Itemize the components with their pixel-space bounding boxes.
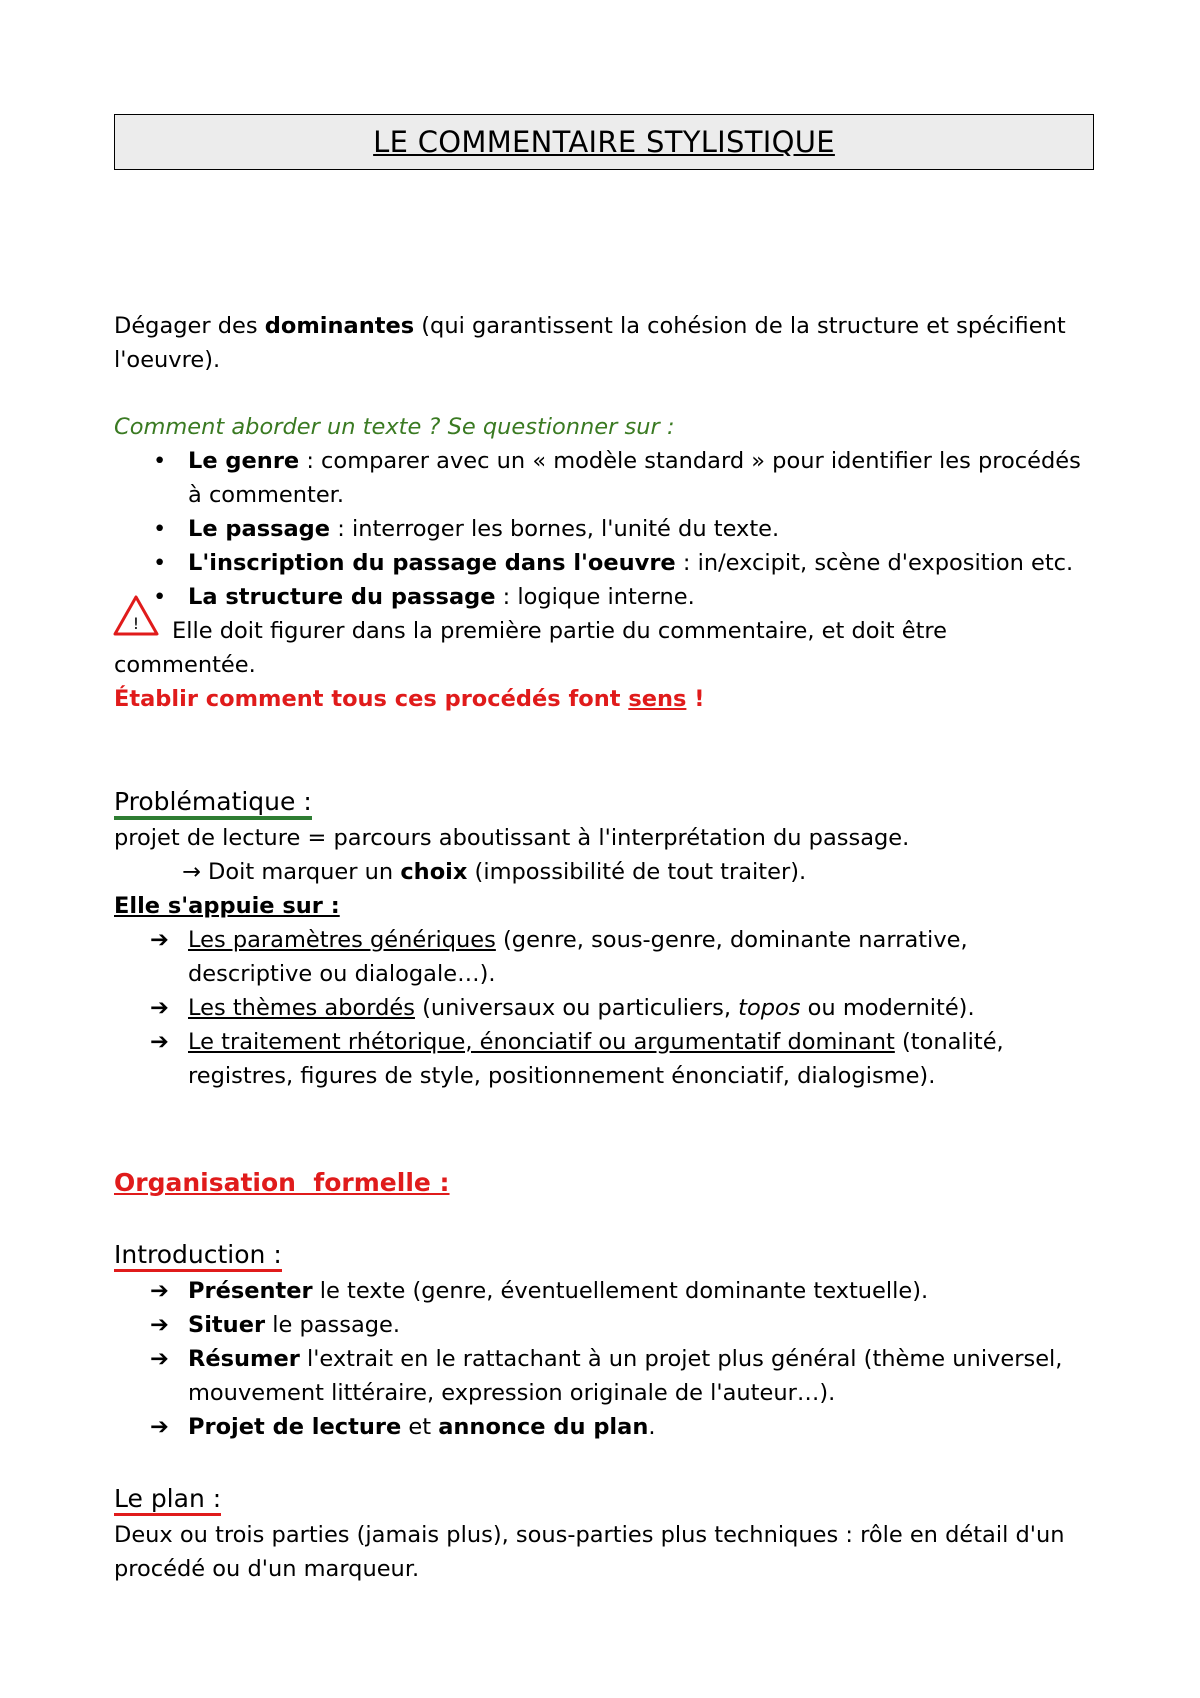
line2-pre: → Doit marquer un	[182, 859, 401, 885]
item-text: l'extrait en le rattachant à un projet plus général (thème universel,	[299, 1346, 1063, 1372]
item-text: (tonalité,	[894, 1029, 1004, 1055]
intro-item-4	[188, 1412, 656, 1442]
intro-item-2	[188, 1310, 400, 1340]
question-item-genre	[188, 446, 1081, 476]
problematique-subheading: Elle s'appuie sur :	[114, 893, 340, 919]
item-text-post: ou modernité).	[800, 995, 975, 1021]
arrow-icon: ➔	[150, 1414, 169, 1440]
line2-post: (impossibilité de tout traiter).	[467, 859, 807, 885]
conclusion-underlined: sens	[628, 686, 687, 712]
item-bold: Le genre	[188, 448, 300, 474]
item-text: : logique interne.	[495, 584, 695, 610]
arrow-icon: ➔	[150, 1029, 169, 1055]
problematique-heading-wrap	[114, 787, 312, 820]
arrow-icon: ➔	[150, 1312, 169, 1338]
organisation-heading: Organisation formelle :	[114, 1168, 450, 1197]
plan-line-2: procédé ou d'un marqueur.	[114, 1556, 420, 1582]
item-bold: Résumer	[188, 1346, 300, 1372]
warning-line-1: Elle doit figurer dans la première partie du commentaire, et doit être	[172, 618, 948, 644]
warning-icon	[112, 594, 160, 638]
intro-item-3-cont: mouvement littéraire, expression originale de l'auteur…).	[188, 1380, 836, 1406]
bullet: •	[153, 584, 167, 610]
item-italic: topos	[738, 995, 801, 1021]
item-text: : comparer avec un « modèle standard » pour identifier les procédés	[299, 448, 1081, 474]
question-item-inscription	[188, 548, 1073, 578]
arrow-icon: ➔	[150, 995, 169, 1021]
appui-item-1	[188, 925, 968, 955]
intro-post: (qui garantissent la cohésion de la structure et spécifient	[414, 313, 1066, 339]
item-bold-2: annonce du plan	[438, 1414, 649, 1440]
introduction-heading: Introduction :	[114, 1241, 282, 1272]
appui-item-3-cont: registres, figures de style, positionnement énonciatif, dialogisme).	[188, 1063, 936, 1089]
problematique-heading: Problématique :	[114, 788, 312, 820]
plan-line-1: Deux ou trois parties (jamais plus), sous-parties plus techniques : rôle en détail d'un	[114, 1522, 1065, 1548]
appui-item-3	[188, 1027, 1004, 1057]
question-item-genre-cont: à commenter.	[188, 482, 345, 508]
appui-item-1-cont: descriptive ou dialogale…).	[188, 961, 496, 987]
appui-item-2	[188, 993, 975, 1023]
item-text: : in/excipit, scène d'exposition etc.	[675, 550, 1074, 576]
item-bold: Projet de lecture	[188, 1414, 402, 1440]
bullet: •	[153, 550, 167, 576]
intro-line-1	[114, 311, 1066, 341]
intro-item-1	[188, 1276, 928, 1306]
problematique-line-2	[182, 857, 806, 887]
intro-line-2: l'oeuvre).	[114, 347, 221, 373]
line2-bold: choix	[400, 859, 468, 885]
item-mid: et	[401, 1414, 439, 1440]
item-text: le texte (genre, éventuellement dominante textuelle).	[312, 1278, 929, 1304]
introduction-heading-wrap	[114, 1240, 282, 1272]
intro-bold: dominantes	[264, 313, 415, 339]
bullet: •	[153, 448, 167, 474]
plan-heading-wrap	[114, 1484, 221, 1516]
item-bold: Situer	[188, 1312, 266, 1338]
warning-mark: !	[132, 614, 140, 633]
item-underlined: Les thèmes abordés	[188, 995, 415, 1021]
question-item-structure	[188, 582, 695, 612]
bullet: •	[153, 516, 167, 542]
item-underlined: Le traitement rhétorique, énonciatif ou argumentatif dominant	[188, 1029, 895, 1055]
arrow-icon: ➔	[150, 1346, 169, 1372]
intro-pre: Dégager des	[114, 313, 265, 339]
item-text: : interroger les bornes, l'unité du texte.	[330, 516, 780, 542]
item-bold: La structure du passage	[188, 584, 496, 610]
item-bold: Présenter	[188, 1278, 313, 1304]
item-text: (genre, sous-genre, dominante narrative,	[495, 927, 968, 953]
item-underlined: Les paramètres génériques	[188, 927, 496, 953]
item-bold: L'inscription du passage dans l'oeuvre	[188, 550, 676, 576]
title-box	[114, 114, 1094, 170]
plan-heading: Le plan :	[114, 1485, 221, 1516]
questions-heading: Comment aborder un texte ? Se questionner sur :	[114, 414, 675, 440]
warning-line-2: commentée.	[114, 652, 256, 678]
conclusion-post: !	[686, 686, 705, 712]
problematique-line-1: projet de lecture = parcours aboutissant à l'interprétation du passage.	[114, 825, 910, 851]
intro-item-3	[188, 1344, 1062, 1374]
page-title: LE COMMENTAIRE STYLISTIQUE	[373, 125, 835, 159]
item-end: .	[648, 1414, 656, 1440]
arrow-icon: ➔	[150, 927, 169, 953]
conclusion-line	[114, 684, 705, 714]
item-bold: Le passage	[188, 516, 331, 542]
item-text-pre: (universaux ou particuliers,	[414, 995, 739, 1021]
item-text: le passage.	[265, 1312, 401, 1338]
conclusion-pre: Établir comment tous ces procédés font	[114, 686, 629, 712]
question-item-passage	[188, 514, 779, 544]
arrow-icon: ➔	[150, 1278, 169, 1304]
